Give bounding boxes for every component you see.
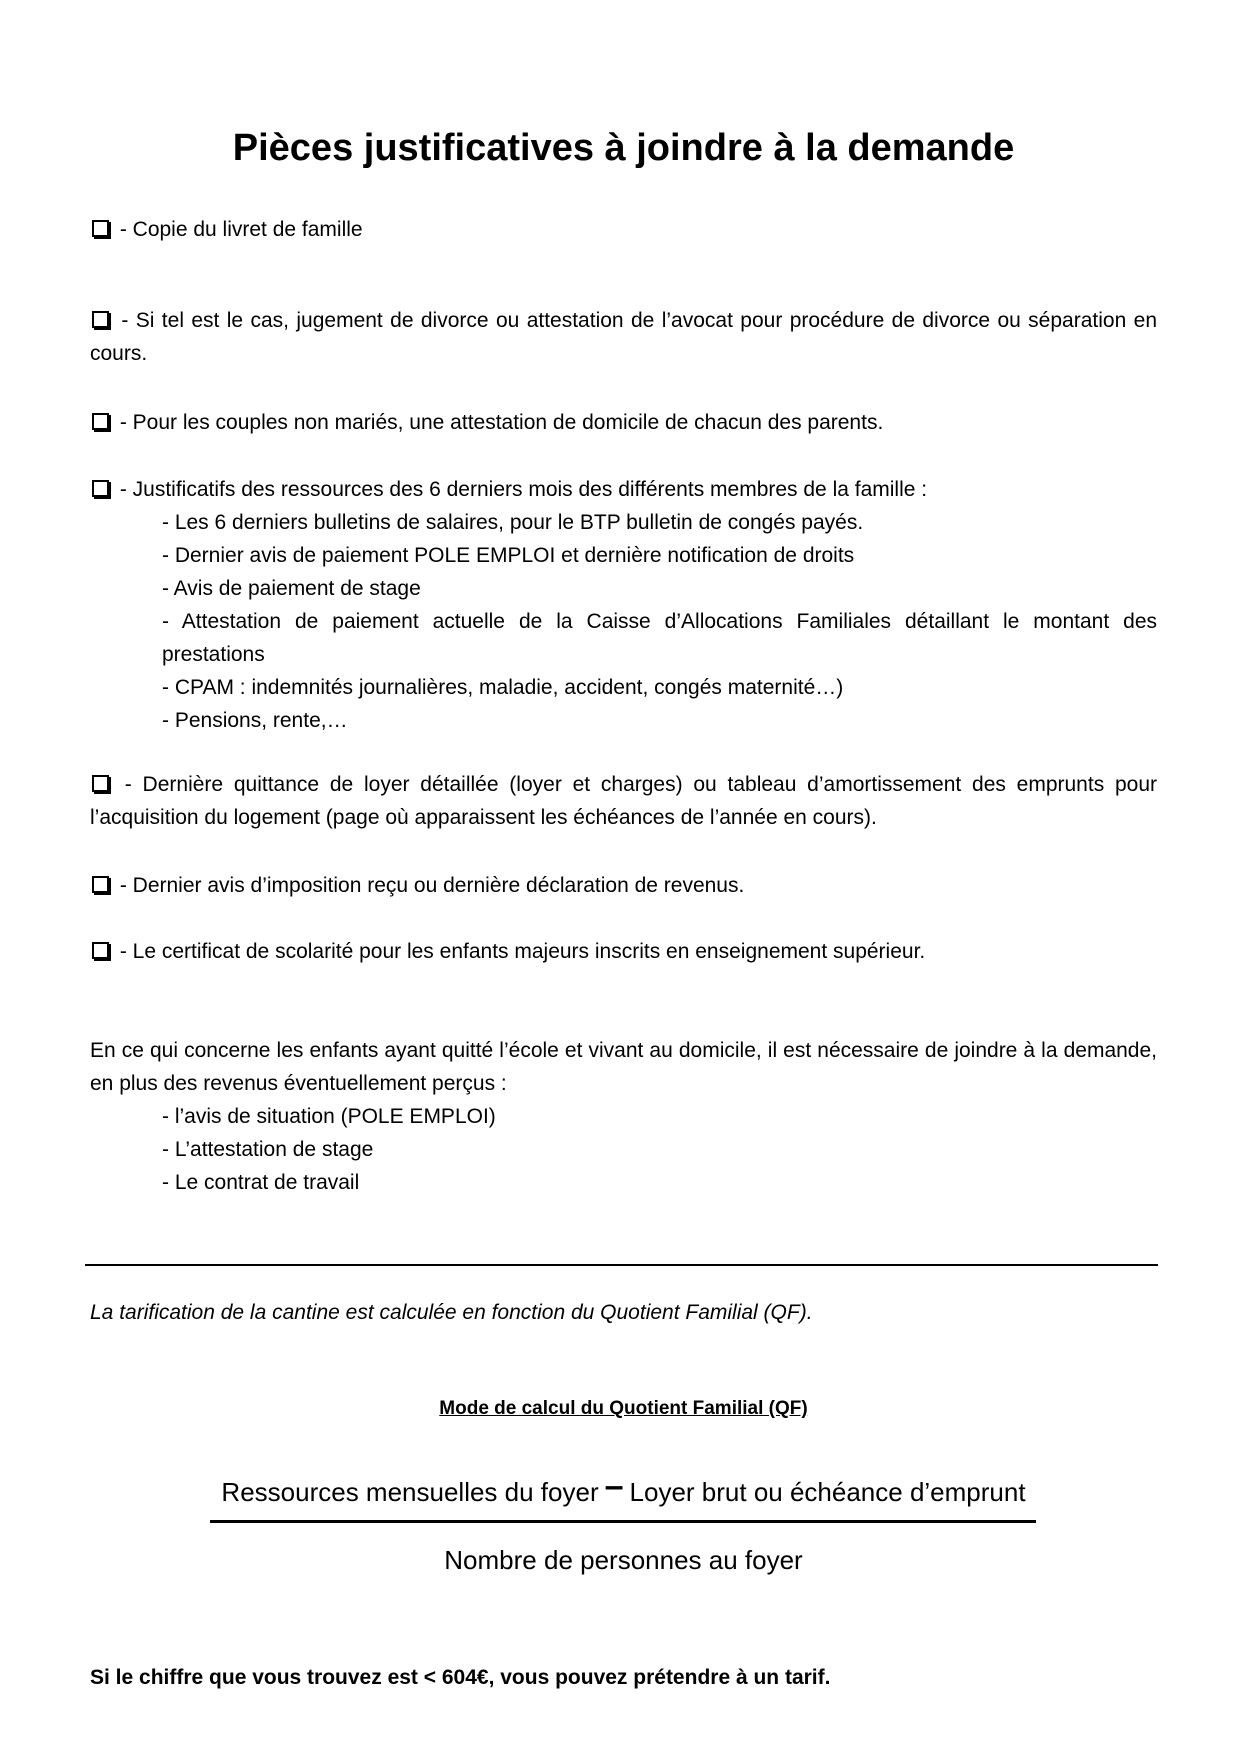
checkbox-icon[interactable] [92, 942, 109, 959]
checklist-item-ressources [90, 473, 1157, 506]
sublist-item: - Attestation de paiement actuelle de la Caisse d’Allocations Familiales détaillant le montant des prestations [162, 610, 1157, 666]
minus-operator: – [604, 1467, 624, 1505]
checkbox-icon[interactable] [92, 775, 109, 792]
checklist-item-text: - Copie du livret de famille [114, 218, 363, 241]
checklist-item-text: - Le certificat de scolarité pour les enfants majeurs inscrits en enseignement supérieur. [114, 940, 926, 963]
calc-heading: Mode de calcul du Quotient Familial (QF) [439, 1398, 808, 1419]
checklist-item-text: - Justificatifs des ressources des 6 derniers mois des différents membres de la famille : [114, 478, 928, 501]
sublist-item: - Pensions, rente,… [162, 709, 348, 732]
checkbox-icon[interactable] [92, 220, 109, 237]
checkbox-icon[interactable] [92, 876, 109, 893]
section-divider [85, 1264, 1158, 1266]
formula-numerator [90, 1467, 1157, 1511]
fraction-bar [210, 1520, 1036, 1523]
checklist-item-domicile [90, 406, 1157, 439]
checklist-item-text: - Dernier avis d’imposition reçu ou dernière déclaration de revenus. [114, 874, 745, 897]
final-note: Si le chiffre que vous trouvez est < 604€, vous pouvez prétendre à un tarif. [90, 1666, 831, 1689]
sublist-item: - Les 6 derniers bulletins de salaires, pour le BTP bulletin de congés payés. [162, 511, 864, 534]
sublist-item: - Avis de paiement de stage [162, 577, 421, 600]
checklist-item-imposition [90, 869, 1157, 902]
sublist-item: - Dernier avis de paiement POLE EMPLOI et dernière notification de droits [162, 544, 855, 567]
formula-denominator: Nombre de personnes au foyer [444, 1545, 803, 1575]
children-note-intro: En ce qui concerne les enfants ayant quitté l’école et vivant au domicile, il est nécessaire de joindre à la demande, en plus des revenus éventuellement perçus : [90, 1039, 1157, 1095]
children-note-list [162, 1100, 1157, 1199]
tarification-note: La tarification de la cantine est calculée en fonction du Quotient Familial (QF). [90, 1301, 813, 1324]
page-title: Pièces justificatives à joindre à la demande [232, 127, 1015, 169]
checklist-item-text: - Si tel est le cas, jugement de divorce ou attestation de l’avocat pour procédure de divorce ou séparation en cours. [90, 309, 1157, 365]
checklist-item-divorce [90, 304, 1157, 370]
checklist-item-text: - Pour les couples non mariés, une attestation de domicile de chacun des parents. [114, 411, 884, 434]
formula-numerator-left: Ressources mensuelles du foyer [221, 1477, 599, 1507]
ressources-sublist [162, 506, 1157, 737]
formula-numerator-right: Loyer brut ou échéance d’emprunt [629, 1477, 1026, 1507]
checkbox-icon[interactable] [92, 311, 109, 328]
children-note-item: - L’attestation de stage [162, 1138, 374, 1161]
children-note-item: - Le contrat de travail [162, 1171, 360, 1194]
checklist-item-loyer [90, 768, 1157, 834]
sublist-item: - CPAM : indemnités journalières, maladie, accident, congés maternité…) [162, 676, 844, 699]
checkbox-icon[interactable] [92, 480, 109, 497]
checklist-item-scolarite [90, 935, 1157, 968]
checklist-item-livret [90, 213, 1157, 246]
checklist-item-text: - Dernière quittance de loyer détaillée (loyer et charges) ou tableau d’amortissement des emprunts pour l’acquisition du logement (page où apparaissent les échéances de l’année en cours). [90, 773, 1157, 829]
checkbox-icon[interactable] [92, 413, 109, 430]
children-note-item: - l’avis de situation (POLE EMPLOI) [162, 1105, 496, 1128]
